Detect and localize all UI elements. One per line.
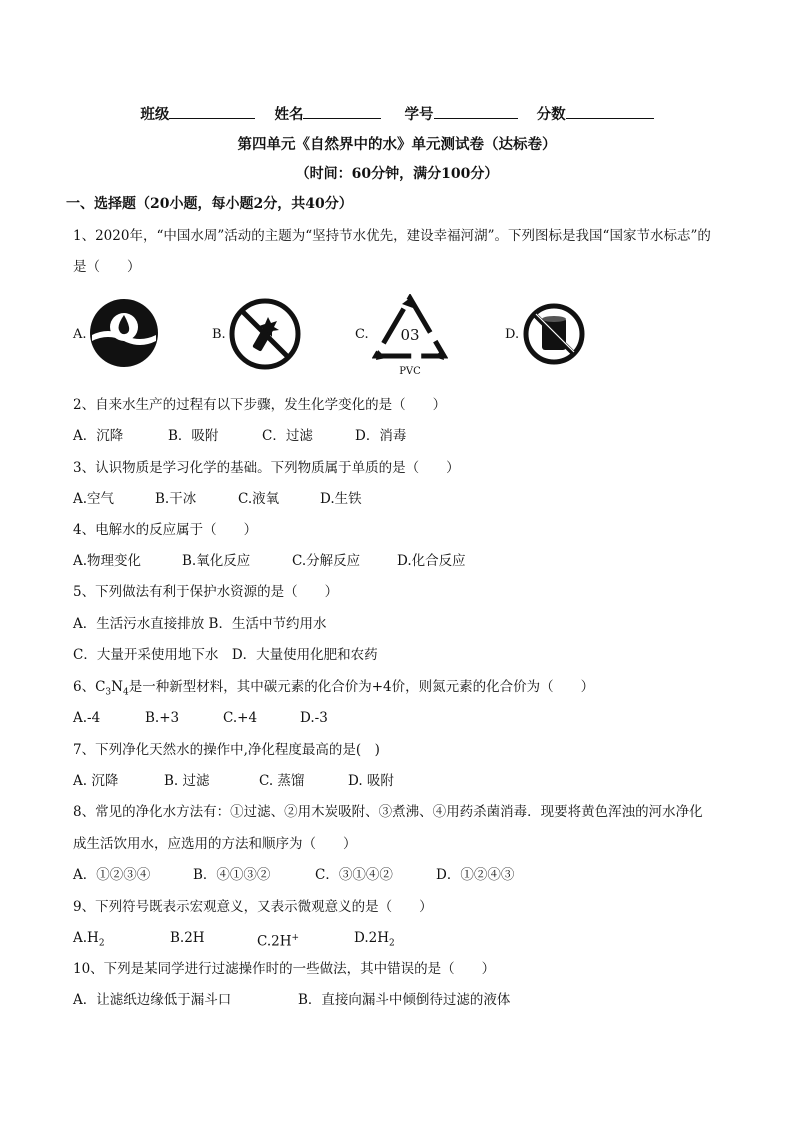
q8-stem-line1: 8、常见的净化水方法有：①过滤、②用木炭吸附、③煮沸、④用药杀菌消毒．现要将黄色浑浊的河水净化 — [73, 804, 703, 820]
q9-option-c-text: C.2H — [257, 933, 292, 950]
q6-sub-carbon: 3 — [105, 687, 112, 698]
q3-option-b[interactable]: B.干冰 — [155, 491, 197, 507]
score-blank[interactable] — [566, 104, 654, 119]
q4-stem: 4、电解水的反应属于（ ） — [73, 522, 258, 538]
q7-option-d[interactable]: D. 吸附 — [348, 773, 394, 789]
q2-option-b[interactable]: B．吸附 — [168, 428, 219, 444]
q9-option-a[interactable] — [73, 929, 105, 953]
q1-option-b-label: B. — [212, 327, 226, 342]
q1-option-d-image[interactable] — [522, 301, 586, 371]
q7-option-a[interactable]: A. 沉降 — [73, 773, 119, 789]
q4-option-c[interactable]: C.分解反应 — [292, 553, 361, 569]
water-saving-icon — [88, 297, 160, 369]
q3-option-a[interactable]: A.空气 — [73, 491, 115, 507]
q5-options-row2[interactable]: C．大量开采使用地下水 D．大量使用化肥和农药 — [73, 647, 378, 663]
q7-option-c[interactable]: C. 蒸馏 — [259, 773, 305, 789]
q4-option-a[interactable]: A.物理变化 — [73, 553, 142, 569]
id-blank[interactable] — [434, 104, 518, 119]
recycle-icon — [372, 294, 448, 380]
q2-stem: 2、自来水生产的过程有以下步骤，发生化学变化的是（ ） — [73, 397, 447, 413]
class-blank[interactable] — [169, 104, 255, 119]
q8-option-a[interactable]: A．①②③④ — [73, 867, 151, 883]
q9-stem: 9、下列符号既表示宏观意义，又表示微观意义的是（ ） — [73, 899, 433, 915]
q1-option-a-label: A. — [73, 327, 87, 342]
id-label: 学号 — [404, 106, 434, 123]
q9-option-a-text: A.H — [73, 930, 99, 946]
q7-option-b[interactable]: B. 过滤 — [164, 773, 210, 789]
q9-option-d-sub: 2 — [389, 938, 395, 949]
class-label: 班级 — [140, 106, 170, 123]
q1-stem-line2: 是（ ） — [73, 259, 141, 275]
recycle-material: PVC — [399, 366, 421, 377]
q9-option-d[interactable] — [354, 929, 395, 953]
name-label: 姓名 — [274, 106, 304, 123]
q1-option-c-label: C. — [355, 327, 369, 342]
q5-options-row1[interactable]: A．生活污水直接排放 B．生活中节约用水 — [73, 616, 327, 632]
q3-option-d[interactable]: D.生铁 — [320, 491, 362, 507]
q7-stem: 7、下列净化天然水的操作中,净化程度最高的是( ) — [73, 742, 380, 758]
q1-option-a-image[interactable] — [88, 297, 160, 373]
q6-option-b[interactable]: B.+3 — [145, 710, 180, 726]
q4-option-b[interactable]: B.氧化反应 — [182, 553, 251, 569]
q2-option-d[interactable]: D．消毒 — [355, 428, 407, 444]
q5-stem: 5、下列做法有利于保护水资源的是（ ） — [73, 584, 339, 600]
q1-option-b-image[interactable] — [228, 297, 302, 375]
student-info-header — [0, 103, 794, 124]
exam-title: 第四单元《自然界中的水》单元测试卷（达标卷） — [237, 136, 557, 153]
q10-stem: 10、下列是某同学进行过滤操作时的一些做法，其中错误的是（ ） — [73, 961, 496, 977]
q9-option-b[interactable]: B.2H — [170, 930, 205, 946]
q3-option-c[interactable]: C.液氧 — [238, 491, 280, 507]
q6-stem-mid: N — [111, 679, 123, 695]
exam-subtitle: （时间：60分钟，满分100分） — [295, 166, 499, 182]
recycle-code: 03 — [400, 326, 420, 344]
q9-option-c[interactable] — [257, 929, 299, 951]
q1-option-d-label: D. — [505, 327, 520, 342]
score-label: 分数 — [536, 106, 566, 123]
no-dumping-barrel-icon — [522, 301, 586, 367]
q9-option-a-sub: 2 — [98, 938, 105, 949]
q8-option-b[interactable]: B．④①③② — [193, 867, 271, 883]
q9-option-c-sup: + — [291, 933, 300, 943]
q3-stem: 3、认识物质是学习化学的基础。下列物质属于单质的是（ ） — [73, 460, 460, 476]
q6-stem-post: 是一种新型材料，其中碳元素的化合价为+4价，则氮元素的化合价为（ ） — [128, 679, 595, 695]
q1-option-c-image[interactable] — [372, 294, 448, 384]
q6-option-c[interactable]: C.+4 — [223, 710, 258, 726]
q8-option-d[interactable]: D．①②④③ — [436, 867, 515, 883]
name-blank[interactable] — [303, 104, 381, 119]
q2-option-a[interactable]: A．沉降 — [73, 428, 124, 444]
q8-option-c[interactable]: C．③①④② — [315, 867, 393, 883]
q2-option-c[interactable]: C．过滤 — [262, 428, 313, 444]
q9-option-d-text: D.2H — [354, 930, 389, 946]
q6-option-a[interactable]: A.-4 — [73, 710, 101, 726]
q4-option-d[interactable]: D.化合反应 — [397, 553, 466, 569]
q10-option-b[interactable]: B．直接向漏斗中倾倒待过滤的液体 — [298, 992, 511, 1008]
q6-sub-nitrogen: 4 — [122, 687, 129, 698]
section-heading: 一、选择题（20小题，每小题2分，共40分） — [66, 196, 353, 212]
no-fireworks-icon — [228, 297, 302, 371]
q8-stem-line2: 成生活饮用水，应选用的方法和顺序为（ ） — [73, 836, 357, 852]
q10-option-a[interactable]: A．让滤纸边缘低于漏斗口 — [73, 992, 232, 1008]
q6-stem-pre: 6、C — [73, 679, 106, 695]
q6-option-d[interactable]: D.-3 — [300, 710, 328, 726]
q1-stem-line1: 1、2020年，“中国水周”活动的主题为“坚持节水优先，建设幸福河湖”。下列图标是我国“国家节水标志”的 — [73, 228, 711, 244]
q6-stem — [73, 678, 594, 702]
